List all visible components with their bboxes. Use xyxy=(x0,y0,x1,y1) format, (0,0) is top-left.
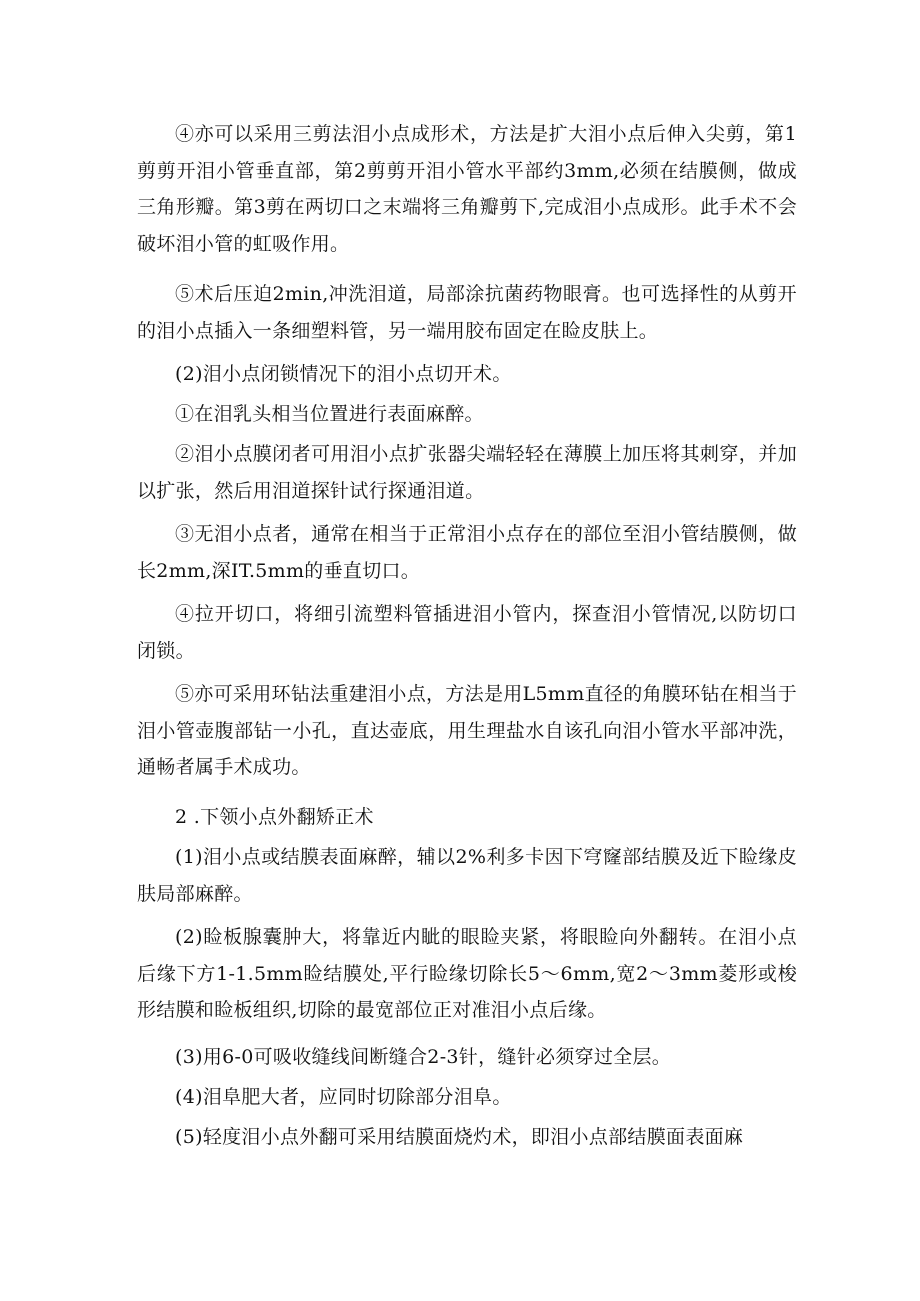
paragraph-caruncle-excision: (4)泪阜肥大者，应同时切除部分泪阜。 xyxy=(175,1086,512,1108)
paragraph-drainage-tube: ④拉开切口，将细引流塑料管插进泪小管内，探查泪小管情况,以防切口闭锁。 xyxy=(137,603,797,662)
section-heading-ectropion-correction: 2 .下领小点外翻矫正术 xyxy=(175,806,374,828)
paragraph-suture: (3)用6-0可吸收缝线间断缝合2-3针，缝针必须穿过全层。 xyxy=(175,1046,672,1068)
paragraph-three-snip-punctoplasty: ④亦可以采用三剪法泪小点成形术，方法是扩大泪小点后伸入尖剪，第1剪剪开泪小管垂直部，第2剪剪开泪小管水平部约3mm,必须在结膜侧，做成三角形瓣。第3剪在两切口之末端将三角瓣剪下,完成泪小点成形。此手术不会破坏泪小管的虹吸作用。 xyxy=(137,123,797,255)
paragraph-trephine-method: ⑤亦可采用环钻法重建泪小点，方法是用L5mm直径的角膜环钻在相当于泪小管壶腹部钻一小孔，直达壶底，用生理盐水自该孔向泪小管水平部冲洗，通畅者属手术成功。 xyxy=(137,683,797,778)
paragraph-cauterization: (5)轻度泪小点外翻可采用结膜面烧灼术，即泪小点部结膜面表面麻 xyxy=(175,1126,744,1148)
paragraph-punctal-atresia-title: (2)泪小点闭锁情况下的泪小点切开术。 xyxy=(175,363,512,385)
paragraph-membrane-puncture: ②泪小点膜闭者可用泪小点扩张器尖端轻轻在薄膜上加压将其刺穿，并加以扩张，然后用泪道探针试行探通泪道。 xyxy=(137,443,797,502)
paragraph-postoperative-care: ⑤术后压迫2min,冲洗泪道，局部涂抗菌药物眼膏。也可选择性的从剪开的泪小点插入一条细塑料管，另一端用胶布固定在睑皮肤上。 xyxy=(137,283,797,342)
paragraph-local-anesthesia: (1)泪小点或结膜表面麻醉，辅以2%利多卡因下穹窿部结膜及近下睑缘皮肤局部麻醉。 xyxy=(137,846,797,905)
paragraph-excision-procedure: (2)睑板腺囊肿大，将靠近内眦的眼睑夹紧，将眼睑向外翻转。在泪小点后缘下方1-1.5mm睑结膜处,平行睑缘切除长5～6mm,宽2～3mm菱形或梭形结膜和睑板组织,切除的最宽部位正对准泪小点后缘。 xyxy=(137,926,797,1021)
paragraph-no-punctum-incision: ③无泪小点者，通常在相当于正常泪小点存在的部位至泪小管结膜侧，做长2mm,深IT.5mm的垂直切口。 xyxy=(137,523,797,582)
paragraph-anesthesia-step: ①在泪乳头相当位置进行表面麻醉。 xyxy=(175,403,484,425)
